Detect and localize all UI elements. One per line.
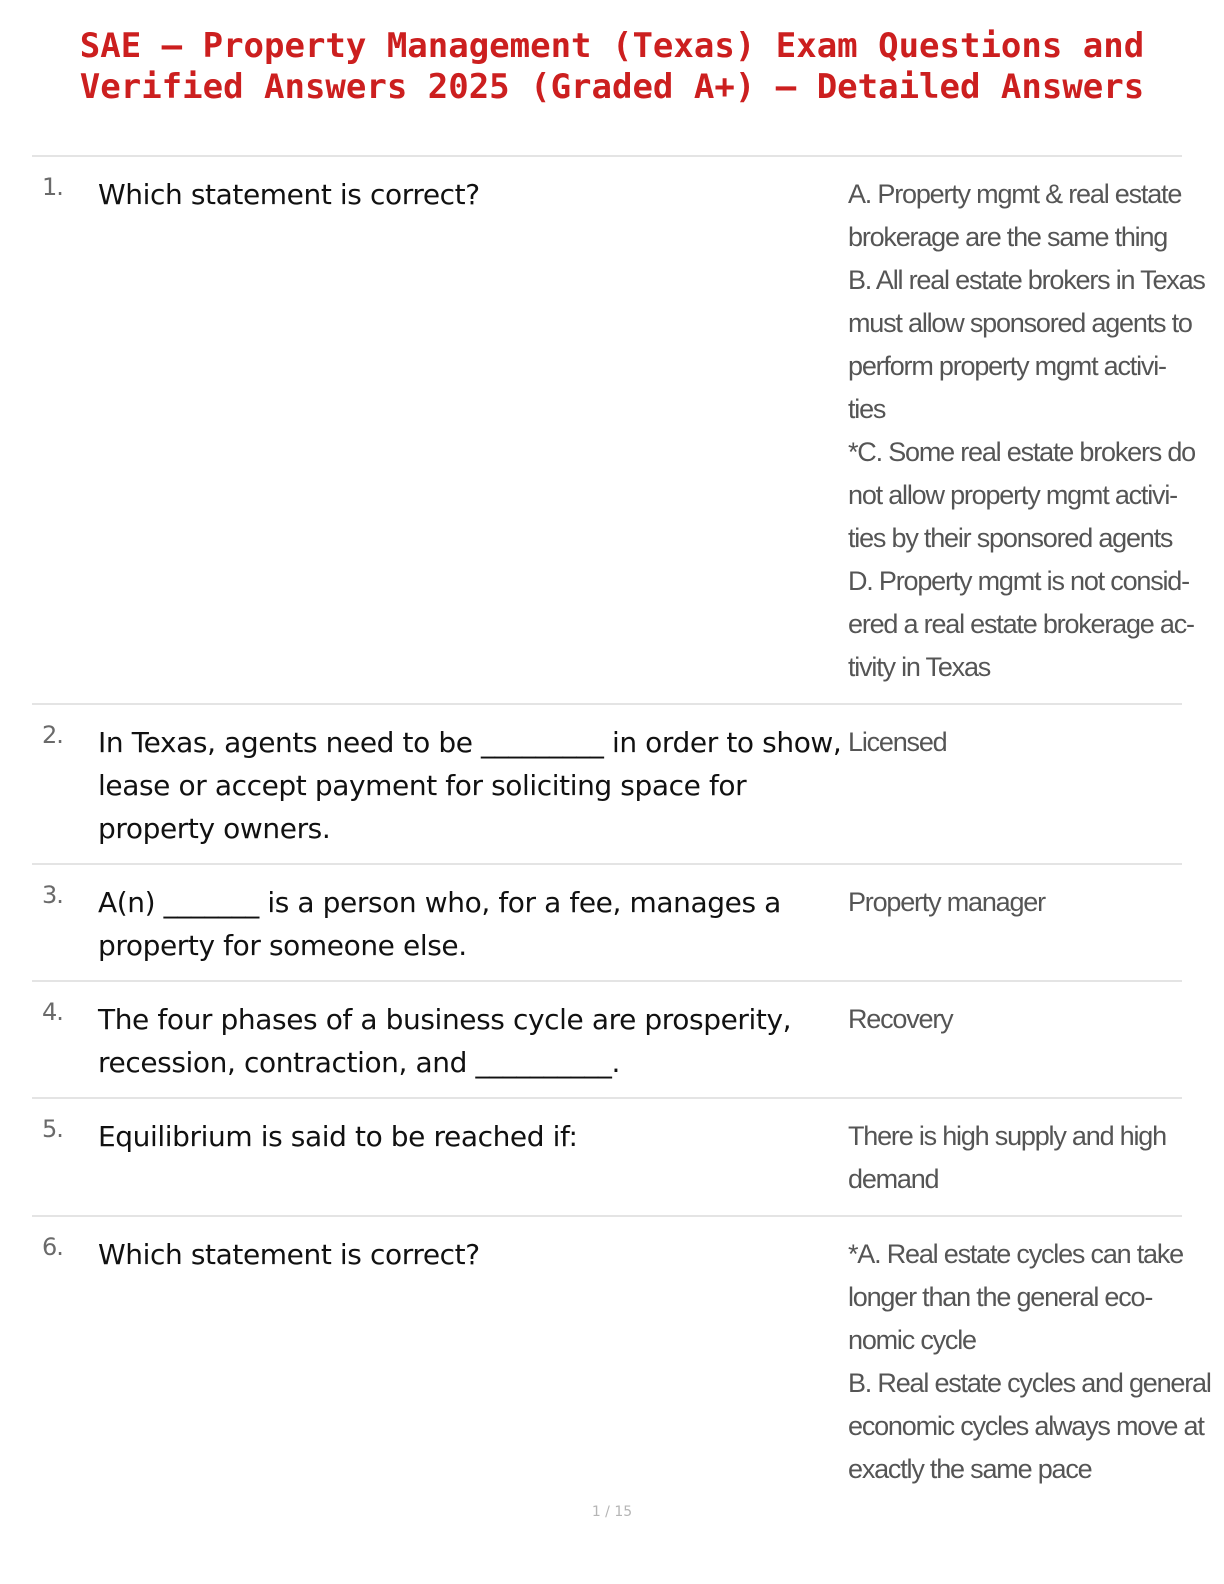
answer-line: brokerage are the same thing [848,222,1168,252]
qa-row [32,157,1205,705]
answer-line: nomic cycle [848,1325,976,1355]
qa-table [32,155,1211,1497]
question-text: Equilibrium is said to be reached if: [98,1120,578,1153]
answer-line: A. Property mgmt & real estate [848,179,1182,209]
qa-row [32,705,1182,865]
answer-text [848,865,1182,980]
document-title [40,26,1184,108]
answer-line: There is high supply and high [848,1121,1166,1151]
answer-line: Recovery [848,1004,953,1034]
answer-line: longer than the general eco- [848,1282,1153,1312]
question-text: Which statement is correct? [98,178,480,211]
answer-line: B. Real estate cycles and general [848,1368,1211,1398]
qa-row [32,982,1182,1099]
qa-row [32,1099,1182,1217]
answer-line: B. All real estate brokers in Texas [848,265,1205,295]
qa-row [32,865,1182,982]
question-text: The four phases of a business cycle are prosperity, recession, contraction, and __________. [98,1003,792,1079]
question-number: 2. [42,721,63,749]
question-text: A(n) _______ is a person who, for a fee, manages a property for someone else. [98,886,781,962]
answer-line: tivity in Texas [848,652,991,682]
answer-line: economic cycles always move at [848,1411,1204,1441]
question-text: Which statement is correct? [98,1238,480,1271]
question-number: 1. [42,173,63,201]
answer-line: ered a real estate brokerage ac- [848,609,1194,639]
title-line-1: SAE – Property Management (Texas) Exam Questions and [79,26,1145,66]
answer-text [848,1099,1182,1215]
qa-row [32,1217,1211,1497]
answer-line: *C. Some real estate brokers do [848,437,1195,467]
page-number: 1 / 15 [591,1504,633,1520]
answer-line: ties by their sponsored agents [848,523,1173,553]
question-number: 4. [42,998,63,1026]
question-number: 5. [42,1115,63,1143]
title-line-2: Verified Answers 2025 (Graded A+) – Detailed Answers [79,67,1145,107]
question-number: 6. [42,1233,63,1261]
answer-line: Property manager [848,887,1045,917]
answer-line: *A. Real estate cycles can take [848,1239,1183,1269]
answer-line: demand [848,1164,939,1194]
question-number: 3. [42,881,63,909]
answer-line: not allow property mgmt activi- [848,480,1177,510]
answer-line: ties [848,394,886,424]
answer-text [848,157,1213,703]
answer-text [848,982,1182,1097]
answer-line: D. Property mgmt is not consid- [848,566,1189,596]
answer-line: must allow sponsored agents to [848,308,1192,338]
answer-line: perform property mgmt activi- [848,351,1166,381]
question-text: In Texas, agents need to be _________ in order to show, lease or accept payment for soliciting space for property owners. [98,726,842,845]
answer-text [848,705,1182,863]
answer-line: Licensed [848,727,947,757]
answer-text [848,1217,1219,1497]
answer-line: exactly the same pace [848,1454,1092,1484]
